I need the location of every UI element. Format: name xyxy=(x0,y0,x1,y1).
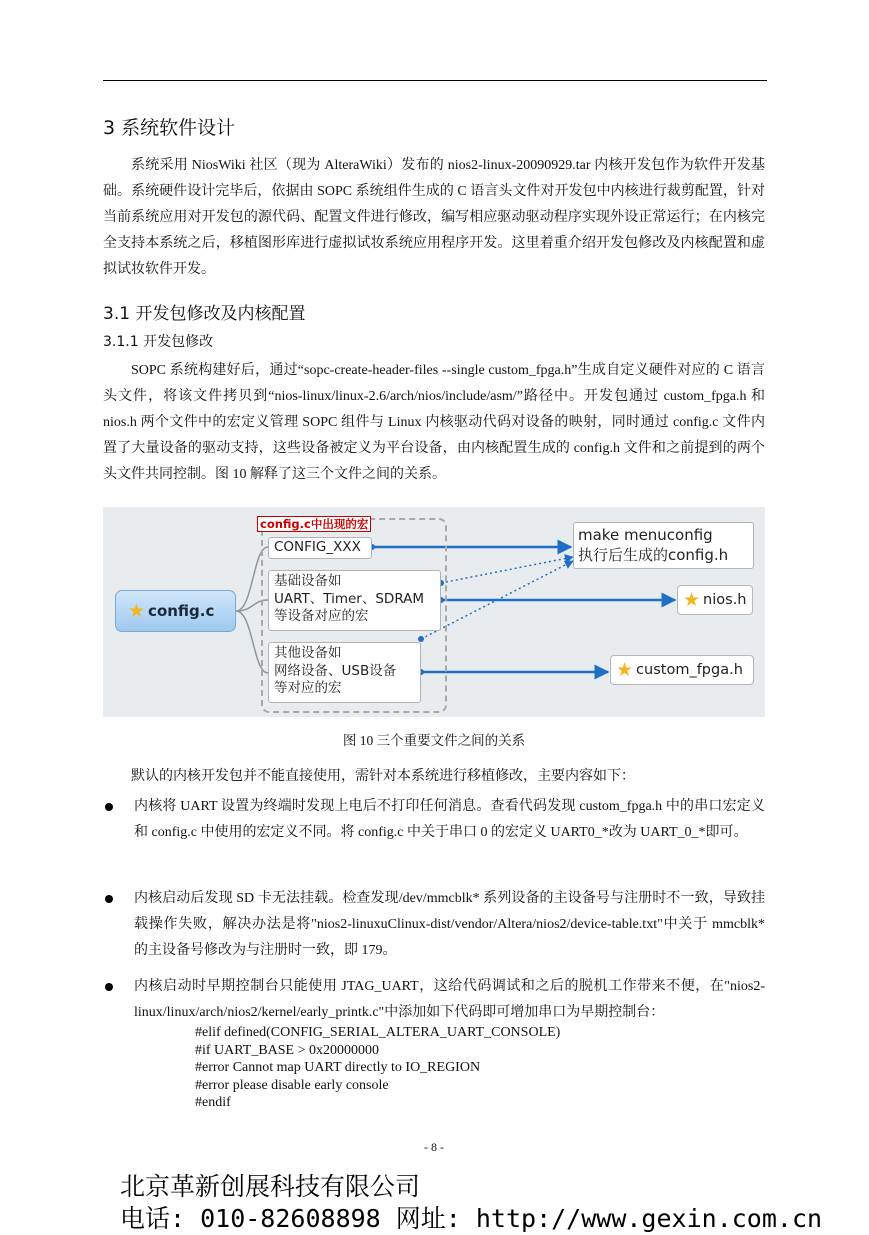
code-line: #error please disable early console xyxy=(195,1077,389,1093)
other-line-3: 等对应的宏 xyxy=(274,680,342,696)
root-label: config.c xyxy=(148,602,215,620)
configh-line-2: 执行后生成的config.h xyxy=(578,546,729,564)
configh-line-1: make menuconfig xyxy=(578,526,713,544)
code-block xyxy=(195,1024,560,1112)
group-tag: config.c中出现的宏 xyxy=(257,516,371,532)
root-node xyxy=(115,590,236,632)
figure-caption: 图 10 三个重要文件之间的关系 xyxy=(342,733,526,748)
macro-item-other xyxy=(268,642,421,703)
subsubsection-heading: 3.1.1 开发包修改 xyxy=(103,334,214,350)
intro-paragraph: 系统采用 NiosWiki 社区（现为 AlteraWiki）发布的 nios2-linux-20090929.tar 内核开发包作为软件开发基础。系统硬件设计完毕后，依据由 SOPC 系统组件生成的 C 语言头文件对开发包中内核进行裁剪配置，针对当前系统应用对开发包的源代码、配置文件进行修改，编写相应驱动驱动程序实现外设正常运行；在内核完全支持本系统之后，移植图形库进行虚拟试妆系统应用程序开发。这里着重介绍开发包修改及内核配置和虚拟试妆软件开发。 xyxy=(103,158,765,277)
star-icon: ★ xyxy=(616,658,634,681)
bullet-dot xyxy=(105,983,113,991)
custom-fpga-label: custom_fpga.h xyxy=(636,662,743,678)
bullet-item-1: 内核将 UART 设置为终端时发现上电后不打印任何消息。查看代码发现 custom_fpga.h 中的串口宏定义和 config.c 中使用的宏定义不同。将 config.c 中关于串口 0 的宏定义 UART0_*改为 UART_0_*即可。 xyxy=(134,799,765,840)
target-custom-fpga-h xyxy=(610,655,754,685)
other-line-2: 网络设备、USB设备 xyxy=(274,662,397,679)
footer-company: 北京革新创展科技有限公司 xyxy=(120,1172,421,1201)
code-line: #error Cannot map UART directly to IO_REGION xyxy=(195,1060,481,1075)
bullet-item-2: 内核启动后发现 SD 卡无法挂载。检查发现/dev/mmcblk* 系列设备的主设备号与注册时不一致，导致挂载操作失败，解决办法是将"nios2-linuxuClinux-dist/vendor/Altera/nios2/device-table.txt"中关于 mmcblk*的主设备号修改为与注册时一致，即 179。 xyxy=(134,891,765,958)
dotted-arrow-basic xyxy=(441,557,573,583)
target-nios-h xyxy=(677,585,753,615)
page-number: - 8 - xyxy=(424,1140,444,1154)
macro-item-config: CONFIG_XXX xyxy=(268,537,372,559)
code-line: #if UART_BASE > 0x20000000 xyxy=(195,1042,380,1058)
bullet-dot xyxy=(105,803,113,811)
header-rule xyxy=(103,80,767,81)
code-line: #endif xyxy=(195,1095,231,1110)
star-icon: ★ xyxy=(128,599,146,622)
figure-diagram xyxy=(103,507,765,717)
bullet-item-3: 内核启动时早期控制台只能使用 JTAG_UART，这给代码调试和之后的脱机工作带来不便，在"nios2-linux/linux/arch/nios2/kernel/early_printk.c"中添加如下代码即可增加串口为早期控制台： xyxy=(134,979,765,1020)
after-figure-paragraph: 默认的内核开发包并不能直接使用，需针对本系统进行移植修改，主要内容如下： xyxy=(131,769,635,784)
bullet-dot xyxy=(105,895,113,903)
macro-item-basic xyxy=(268,570,441,631)
basic-line-3: 等设备对应的宏 xyxy=(274,608,369,624)
section-heading: 3 系统软件设计 xyxy=(103,117,236,139)
star-icon: ★ xyxy=(683,588,701,611)
basic-line-1: 基础设备如 xyxy=(274,573,342,589)
basic-line-2: UART、Timer、SDRAM xyxy=(274,590,425,607)
subsection-heading: 3.1 开发包修改及内核配置 xyxy=(103,304,306,324)
body-paragraph: SOPC 系统构建好后，通过“sopc-create-header-files --single custom_fpga.h”生成自定义硬件对应的 C 语言头文件，将该文件拷贝到“nios-linux/linux-2.6/arch/nios/include/asm/”路径中。开发包通过 custom_fpga.h 和 nios.h 两个文件中的宏定义管理 SOPC 组件与 Linux 内核驱动代码对设备的映射，同时通过 config.c 文件内置了大量设备的驱动支持，这些设备被定义为平台设备，由内核配置生成的 config.h 文件和之前提到的两个头文件共同控制。图 10 解释了这三个文件之间的关系。 xyxy=(103,363,765,482)
nios-h-label: nios.h xyxy=(703,592,747,608)
target-config-h xyxy=(573,522,754,569)
other-line-1: 其他设备如 xyxy=(274,645,342,661)
code-line: #elif defined(CONFIG_SERIAL_ALTERA_UART_CONSOLE) xyxy=(195,1025,561,1040)
footer-contact: 电话: 010-82608898 网址: http://www.gexin.com.cn xyxy=(120,1204,823,1233)
